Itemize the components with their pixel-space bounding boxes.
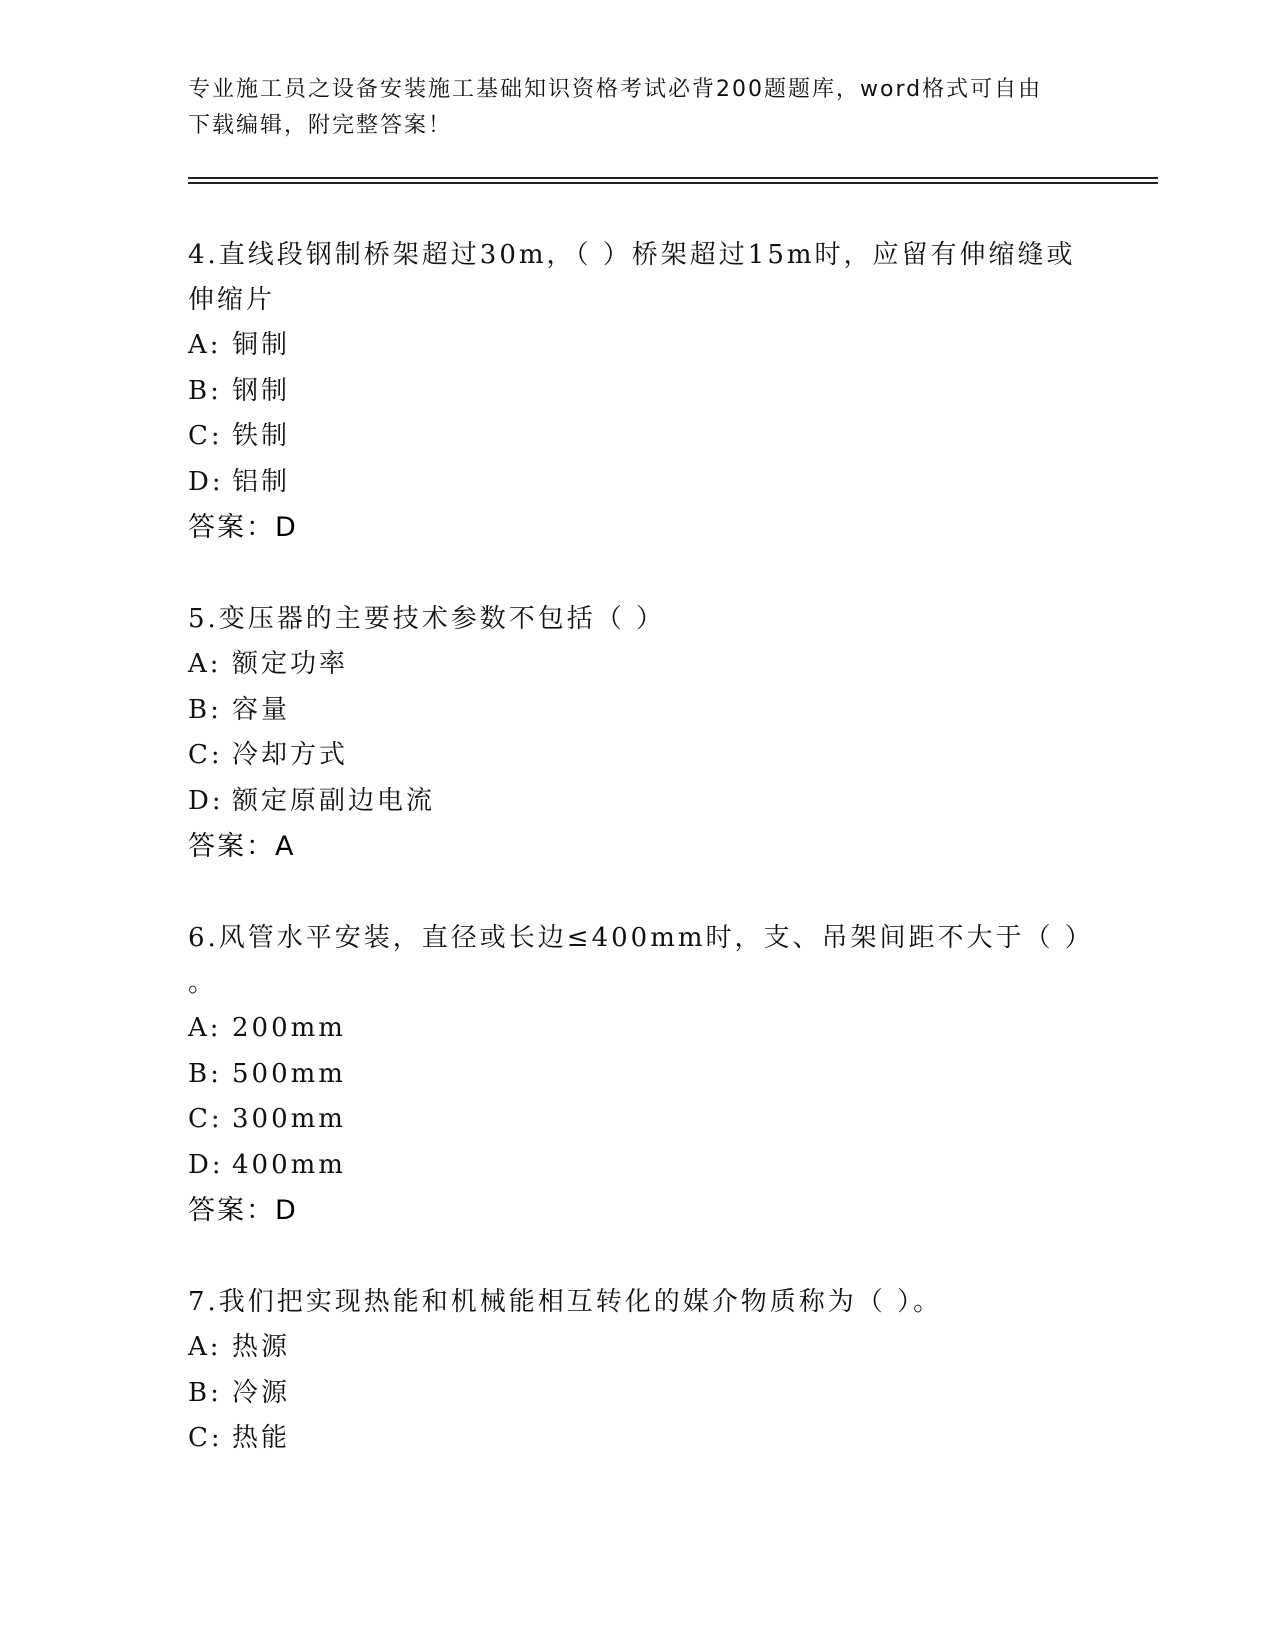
answer-option (188, 642, 1088, 688)
question-stem: 4.直线段钢制桥架超过30m，（ ）桥架超过15m时，应留有伸缩缝或 (188, 240, 1076, 270)
option-text: 容量 (232, 694, 291, 725)
option-text: 铁制 (232, 421, 291, 451)
document-header (188, 72, 1068, 144)
option-letter: A: (188, 1013, 222, 1043)
option-letter: B: (188, 375, 222, 406)
question-stem: 。 (188, 968, 218, 998)
option-letter: D: (188, 1149, 224, 1180)
question-block (188, 1280, 1088, 1462)
answer-option (188, 1097, 1088, 1143)
option-letter: C: (188, 421, 223, 451)
answer-option (188, 323, 1088, 369)
option-letter: A: (188, 1332, 222, 1362)
answer-option (188, 1006, 1088, 1052)
answer-option (188, 1143, 1088, 1189)
answer-option (188, 688, 1088, 734)
answer-option (188, 369, 1088, 415)
answer-option (188, 779, 1088, 825)
option-letter: A: (188, 330, 222, 360)
answer-option (188, 1325, 1088, 1371)
answer-option (188, 1371, 1088, 1417)
option-text: 冷源 (232, 1377, 291, 1408)
question-block (188, 916, 1094, 1233)
option-text: 500mm (232, 1058, 346, 1089)
option-text: 冷却方式 (232, 740, 349, 770)
option-letter: B: (188, 694, 222, 725)
option-letter: C: (188, 1104, 223, 1134)
question-stem: 伸缩片 (188, 285, 276, 315)
answer-key: 答案：D (188, 1195, 298, 1226)
option-text: 额定原副边电流 (232, 785, 436, 816)
option-text: 额定功率 (232, 649, 349, 679)
header-divider-top (188, 177, 1158, 179)
question-stem: 7.我们把实现热能和机械能相互转化的媒介物质称为（ ）。 (188, 1287, 943, 1317)
header-line-2: 下载编辑，附完整答案！ (188, 113, 453, 138)
option-letter: C: (188, 740, 223, 770)
option-letter: D: (188, 466, 224, 497)
question-stem: 6.风管水平安装，直径或长边≤400mm时，支、吊架间距不大于（ ） (188, 923, 1094, 953)
answer-option (188, 414, 1088, 460)
option-letter: A: (188, 649, 222, 679)
header-divider-bottom (188, 182, 1158, 184)
answer-option (188, 1416, 1088, 1462)
answer-option (188, 460, 1088, 506)
option-text: 热能 (232, 1423, 291, 1453)
option-text: 铝制 (232, 466, 291, 497)
answer-key: 答案：A (188, 831, 296, 862)
option-text: 300mm (232, 1104, 346, 1134)
option-letter: B: (188, 1377, 222, 1408)
option-text: 200mm (232, 1013, 346, 1043)
question-block (188, 233, 1088, 550)
option-letter: B: (188, 1058, 222, 1089)
option-letter: D: (188, 785, 224, 816)
option-text: 铜制 (232, 330, 291, 360)
header-line-1: 专业施工员之设备安装施工基础知识资格考试必背200题题库，word格式可自由 (188, 77, 1043, 102)
question-list (188, 233, 1094, 1462)
option-text: 热源 (232, 1332, 291, 1362)
option-text: 钢制 (232, 375, 291, 406)
answer-key: 答案：D (188, 512, 298, 543)
answer-option (188, 1052, 1088, 1098)
question-block (188, 597, 1088, 869)
answer-option (188, 733, 1088, 779)
option-text: 400mm (232, 1149, 346, 1180)
option-letter: C: (188, 1423, 223, 1453)
question-stem: 5.变压器的主要技术参数不包括（ ） (188, 604, 666, 634)
